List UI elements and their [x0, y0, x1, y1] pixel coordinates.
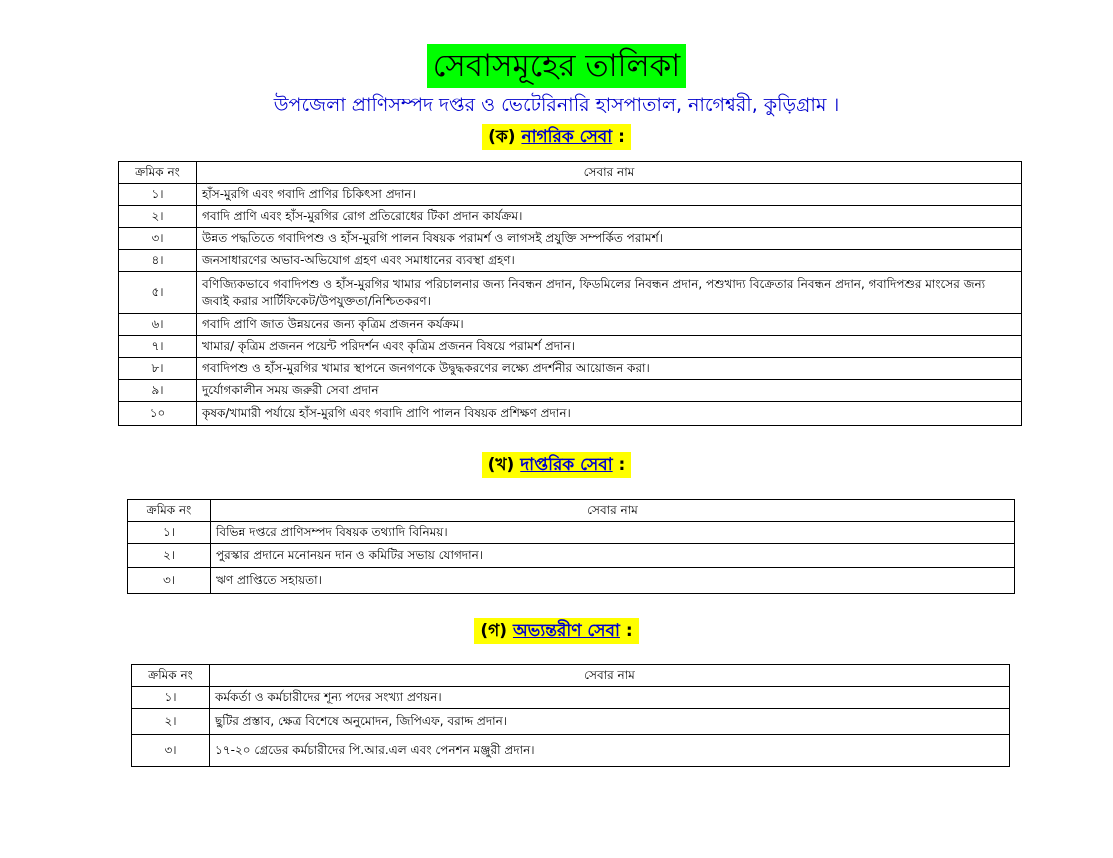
service-name-cell: কর্মকর্তা ও কর্মচারীদের শূন্য পদের সংখ্যা প্রণয়ন। — [210, 687, 1010, 709]
serial-cell: ২। — [128, 544, 211, 568]
serial-cell: ৩। — [128, 568, 211, 594]
service-name-cell: ঋণ প্রাপ্তিতে সহায়তা। — [211, 568, 1015, 594]
table-row — [119, 272, 1022, 314]
section-prefix: (খ) — [487, 455, 521, 475]
service-name-cell: কৃষক/খামারী পর্যায়ে হাঁস-মুরগি এবং গবাদি প্রাণি পালন বিষয়ক প্রশিক্ষণ প্রদান। — [197, 402, 1022, 426]
section-heading-label: অভ্যন্তরীণ সেবা — [512, 621, 620, 641]
service-name-cell: পুরস্কার প্রদানে মনোনয়ন দান ও কমিটির সভায় যোগদান। — [211, 544, 1015, 568]
table-row — [119, 206, 1022, 228]
service-name-cell: বণিজ্যিকভাবে গবাদিপশু ও হাঁস-মুরগির খামার পরিচালনার জন্য নিবন্ধন প্রদান, ফিডমিলের নিবন্ধন প্রদান, পশুখাদ্য বিক্রেতার নিবন্ধন প্রদান, গবাদিপশুর মাংসের জন্য জবাই করার সার্টিফিকেট/উপযুক্ততা/নিশ্চিতকরণ। — [197, 272, 1022, 314]
service-name-cell: গবাদি প্রাণি এবং হাঁস-মুরগির রোগ প্রতিরোধের টিকা প্রদান কার্যক্রম। — [197, 206, 1022, 228]
table-row — [128, 522, 1015, 544]
official-services-table — [127, 499, 1015, 594]
column-header-service-name: সেবার নাম — [210, 665, 1010, 687]
column-header-serial: ক্রমিক নং — [132, 665, 210, 687]
service-name-cell: দুর্যোগকালীন সময় জরুরী সেবা প্রদান — [197, 380, 1022, 402]
table-row — [119, 358, 1022, 380]
table-header-row — [128, 500, 1015, 522]
table-row — [119, 314, 1022, 336]
serial-cell: ৩। — [132, 735, 210, 767]
column-header-service-name: সেবার নাম — [197, 162, 1022, 184]
serial-cell: ১। — [128, 522, 211, 544]
section-heading-internal-wrapper — [0, 618, 1113, 644]
serial-cell: ২। — [119, 206, 197, 228]
service-name-cell: ১৭-২০ গ্রেডের কর্মচারীদের পি.আর.এল এবং পেনশন মঞ্জুরী প্রদান। — [210, 735, 1010, 767]
service-name-cell: জনসাধারণের অভাব-অভিযোগ গ্রহণ এবং সমাধানের ব্যবস্থা গ্রহণ। — [197, 250, 1022, 272]
table-row — [132, 709, 1010, 735]
table-row — [128, 544, 1015, 568]
serial-cell: ৮। — [119, 358, 197, 380]
section-heading-label: দাপ্তরিক সেবা — [520, 455, 613, 475]
service-name-cell: ছুটির প্রস্তাব, ক্ষেত্র বিশেষে অনুমোদন, জিপিএফ, বরাদ্দ প্রদান। — [210, 709, 1010, 735]
serial-cell: ৯। — [119, 380, 197, 402]
serial-cell: ১। — [119, 184, 197, 206]
table-row — [119, 250, 1022, 272]
section-suffix: : — [612, 455, 626, 475]
service-name-cell: হাঁস-মুরগি এবং গবাদি প্রাণির চিকিৎসা প্রদান। — [197, 184, 1022, 206]
serial-cell: ১০ — [119, 402, 197, 426]
section-suffix: : — [619, 621, 633, 641]
serial-cell: ২। — [132, 709, 210, 735]
section-heading-official-wrapper — [0, 452, 1113, 478]
serial-cell: ৭। — [119, 336, 197, 358]
table-row — [119, 184, 1022, 206]
service-name-cell: গবাদি প্রাণি জাত উন্নয়নের জন্য কৃত্রিম প্রজনন কর্যক্রম। — [197, 314, 1022, 336]
serial-cell: ৩। — [119, 228, 197, 250]
section-heading-citizen — [482, 124, 631, 150]
service-name-cell: বিভিন্ন দপ্তরে প্রাণিসম্পদ বিষয়ক তথ্যাদি বিনিময়। — [211, 522, 1015, 544]
section-prefix: (গ) — [480, 621, 513, 641]
section-suffix: : — [612, 127, 625, 147]
serial-cell: ৬। — [119, 314, 197, 336]
serial-cell: ৪। — [119, 250, 197, 272]
column-header-service-name: সেবার নাম — [211, 500, 1015, 522]
internal-services-table — [131, 664, 1010, 767]
office-subtitle: উপজেলা প্রাণিসম্পদ দপ্তর ও ভেটেরিনারি হাসপাতাল, নাগেশ্বরী, কুড়িগ্রাম । — [273, 94, 840, 116]
page-title: সেবাসমূহের তালিকা — [427, 44, 687, 88]
service-name-cell: খামার/ কৃত্রিম প্রজনন পয়েন্ট পরিদর্শন এবং কৃত্রিম প্রজনন বিষয়ে পরামর্শ প্রদান। — [197, 336, 1022, 358]
table-row — [119, 336, 1022, 358]
table-row — [128, 568, 1015, 594]
table-header-row — [119, 162, 1022, 184]
table-row — [119, 228, 1022, 250]
section-prefix: (ক) — [488, 127, 522, 147]
section-heading-citizen-wrapper — [0, 124, 1113, 150]
column-header-serial: ক্রমিক নং — [119, 162, 197, 184]
table-row — [132, 735, 1010, 767]
title-wrapper — [0, 44, 1113, 88]
service-name-cell: উন্নত পদ্ধতিতে গবাদিপশু ও হাঁস-মুরগি পালন বিষয়ক পরামর্শ ও লাগসই প্রযুক্তি সম্পর্কিত পরামর্শ। — [197, 228, 1022, 250]
column-header-serial: ক্রমিক নং — [128, 500, 211, 522]
service-name-cell: গবাদিপশু ও হাঁস-মুরগির খামার স্থাপনে জনগণকে উদ্বুদ্ধকরণের লক্ষ্যে প্রদর্শনীর আয়োজন করা। — [197, 358, 1022, 380]
table-header-row — [132, 665, 1010, 687]
table-row — [132, 687, 1010, 709]
serial-cell: ৫। — [119, 272, 197, 314]
citizen-services-table — [118, 161, 1022, 426]
section-heading-label: নাগরিক সেবা — [521, 127, 613, 147]
table-row — [119, 402, 1022, 426]
table-row — [119, 380, 1022, 402]
section-heading-official — [482, 452, 632, 478]
section-heading-internal — [474, 618, 638, 644]
serial-cell: ১। — [132, 687, 210, 709]
